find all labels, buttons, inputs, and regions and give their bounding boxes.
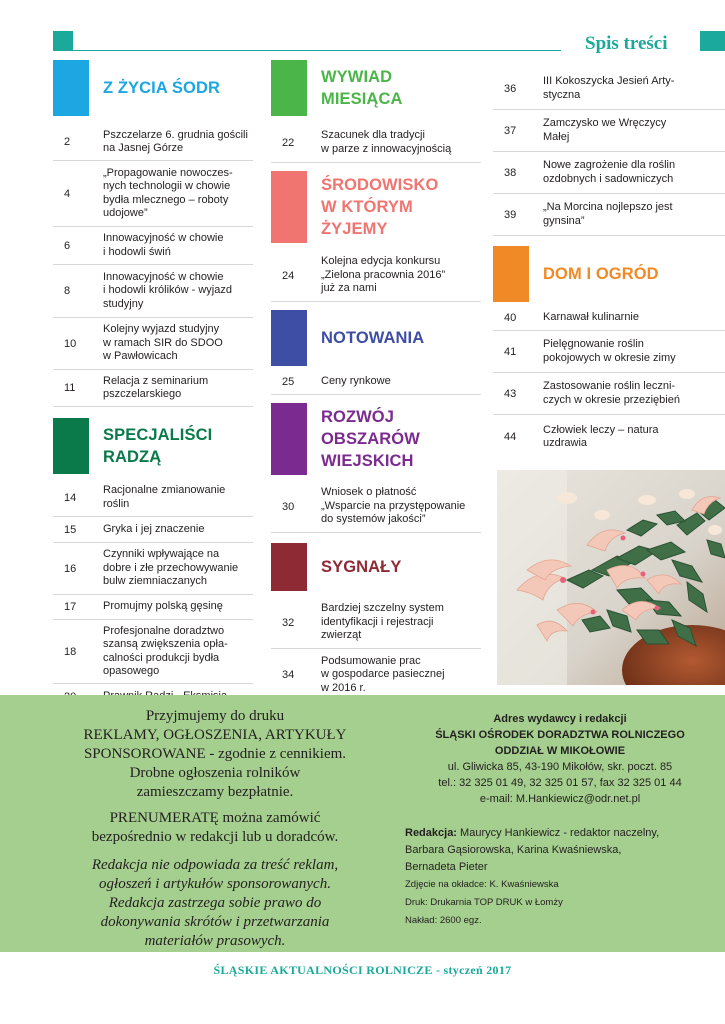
page-number: 10 <box>64 337 77 350</box>
toc-entry[interactable] <box>493 305 725 331</box>
page-number: 39 <box>504 208 517 221</box>
section-header <box>271 543 481 591</box>
page-number: 44 <box>504 431 517 443</box>
subscription-paragraph: PRENUMERATĘ można zamówić bezpośrednio w redakcji lub u doradców. <box>91 810 339 845</box>
section-title: ROZWÓJ OBSZARÓW WIEJSKICH <box>321 408 420 470</box>
page-number: 15 <box>64 523 77 536</box>
page-number: 6 <box>64 239 71 252</box>
toc-entry[interactable] <box>493 110 725 152</box>
entry-title: „Propagowanie nowoczes- nych technologii w chowie bydła mlecznego – roboty udojowe” <box>103 166 233 219</box>
page-number: 11 <box>64 382 76 394</box>
page-number: 16 <box>64 562 77 575</box>
entry-title: Zamczysko we Wręczycy Małej <box>543 117 667 143</box>
toc-entry[interactable] <box>53 620 253 684</box>
section-header <box>271 60 481 116</box>
page-number: 8 <box>64 285 71 297</box>
toc-entry[interactable] <box>493 194 725 236</box>
section-title: ŚRODOWISKO W KTÓRYM ŻYJEMY <box>321 176 439 238</box>
toc-entry[interactable] <box>271 123 481 163</box>
page-number: 34 <box>282 669 295 681</box>
page-number: 37 <box>504 124 517 137</box>
section-color-block <box>53 60 89 116</box>
toc-entry[interactable] <box>271 597 481 649</box>
section-header <box>271 310 481 366</box>
section-srodowisko <box>271 171 481 302</box>
entry-title: Innowacyjność w chowie i hodowli świń <box>103 232 224 258</box>
toc-entry[interactable] <box>53 161 253 227</box>
entry-title: Nowe zagrożenie dla roślin ozdobnych i sadowniczych <box>543 159 676 185</box>
section-color-block <box>271 543 307 591</box>
section-header <box>271 403 481 475</box>
page-number: 30 <box>282 500 295 513</box>
section-color-block <box>493 246 529 302</box>
entry-title: Karnawał kulinarnie <box>543 310 639 323</box>
section-z-zycia-sodr <box>53 60 253 407</box>
toc-column-2 <box>271 60 481 701</box>
entry-title: Wniosek o płatność „Wsparcie na przystępowanie do systemów jakości” <box>321 486 466 526</box>
page-number: 24 <box>282 269 295 282</box>
section-color-block <box>271 171 307 243</box>
header-rule <box>73 50 561 51</box>
page-footer: ŚLĄSKIE AKTUALNOŚCI ROLNICZE - styczeń 2017 <box>213 963 512 977</box>
page-number: 14 <box>64 491 77 504</box>
entry-title: Racjonalne zmianowanie roślin <box>103 484 226 510</box>
toc-entry[interactable] <box>493 415 725 459</box>
section-header <box>493 246 725 302</box>
entry-title: Podsumowanie prac w gospodarce pasiecznej w 2016 r. <box>321 654 445 694</box>
entry-list <box>53 124 253 407</box>
page-title: Spis treści <box>585 33 668 54</box>
cover-photo-christmas-cactus <box>497 470 725 685</box>
entry-title: Pielęgnowanie roślin pokojowych w okresie zimy <box>543 338 676 364</box>
entry-title: Promujmy polską gęsinę <box>103 600 223 613</box>
page-number: 2 <box>64 136 71 148</box>
entry-title: Pszczelarze 6. grudnia gościli na Jasnej Górze <box>103 128 248 154</box>
section-title: DOM I OGRÓD <box>543 265 659 283</box>
entry-title: Kolejny wyjazd studyjny w ramach SIR do SDOO w Pawłowicach <box>103 323 223 363</box>
section-color-block <box>53 418 89 474</box>
toc-entry[interactable] <box>271 481 481 533</box>
info-panel <box>0 695 725 952</box>
toc-entry[interactable] <box>271 369 481 395</box>
publisher-address: Adres wydawcy i redakcji ŚLĄSKI OŚRODEK DORADZTWA ROLNICZEGO ODDZIAŁ W MIKOŁOWIE ul. Gliwicka 85, 43-190 Mikołów, skr. poczt. 85 tel.: 32 325 01 49, 32 325 01 57, fax 32 325 01 44 e-mail: M.Hankiewicz@odr.net.pl <box>405 711 715 807</box>
header-accent-block <box>700 31 725 51</box>
email-link[interactable]: e-mail: M.Hankiewicz@odr.net.pl <box>479 793 641 805</box>
editorial-info: Redakcja: Maurycy Hankiewicz - redaktor naczelny, Barbara Gąsiorowska, Karina Kwaśniewska, Bernadeta Pieter Zdjęcie na okładce: K. Kwaśniewska Druk: Drukarnia TOP DRUK w Łomży Nakład: 2600 egz. <box>405 827 660 926</box>
page-number: 38 <box>504 166 517 179</box>
page-number: 17 <box>64 601 77 613</box>
toc-entry[interactable] <box>493 68 725 110</box>
disclaimer-paragraph: Redakcja nie odpowiada za treść reklam, ogłoszeń i artykułów sponsorowanych. Redakcja zastrzega sobie prawo do dokonywania skrótów i przetwarzania materiałów prasowych. <box>91 857 339 949</box>
toc-entry[interactable] <box>53 595 253 620</box>
section-header <box>53 418 253 474</box>
section-rozwoj-obszarow <box>271 403 481 533</box>
entry-title: Profesjonalne doradztwo szansą zwiększenia opła- calności produkcji bydła opasowego <box>103 624 228 677</box>
advertising-notice <box>20 707 410 951</box>
section-header <box>271 171 481 243</box>
page-number: 4 <box>64 187 71 200</box>
section-color-block <box>271 60 307 116</box>
page-number: 41 <box>504 345 517 358</box>
page-number: 22 <box>282 136 295 149</box>
section-wywiad-miesiaca <box>271 60 481 163</box>
toc-entry[interactable] <box>271 649 481 701</box>
page-number: 36 <box>504 82 517 95</box>
toc-entry[interactable] <box>493 373 725 415</box>
entry-title: Szacunek dla tradycji w parze z innowacyjnością <box>321 129 452 155</box>
entry-title: Zastosowanie roślin leczni- czych w okresie przeziębień <box>543 380 680 406</box>
entry-list <box>53 479 253 710</box>
page-number: 18 <box>64 645 77 658</box>
section-header <box>53 60 253 116</box>
ads-paragraph: Przyjmujemy do druku REKLAMY, OGŁOSZENIA, ARTYKUŁY SPONSOROWANE - zgodnie z cennikiem. Drobne ogłoszenia rolników zamieszczamy bezpłatnie. <box>83 708 347 800</box>
section-notowania <box>271 310 481 395</box>
toc-entry[interactable] <box>53 265 253 318</box>
page-number: 40 <box>504 311 517 324</box>
toc-entry[interactable] <box>493 331 725 373</box>
page-number: 32 <box>282 616 295 629</box>
entry-title: Człowiek leczy – natura uzdrawia <box>543 423 659 449</box>
section-color-block <box>271 310 307 366</box>
section-title: SPECJALIŚCI RADZĄ <box>103 426 213 466</box>
entry-title: III Kokoszycka Jesień Arty- styczna <box>543 75 675 101</box>
page-number: 25 <box>282 375 295 388</box>
toc-entry[interactable] <box>53 370 253 407</box>
toc-column-3 <box>493 68 725 459</box>
section-sygnaly <box>271 543 481 701</box>
page-number: 43 <box>504 387 517 400</box>
toc-entry[interactable] <box>53 318 253 370</box>
toc-entry[interactable] <box>53 517 253 543</box>
toc-entry[interactable] <box>271 250 481 302</box>
entry-title: Czynniki wpływające na dobre i złe przechowywanie bulw ziemniaczanych <box>103 548 239 588</box>
section-title: Z ŻYCIA ŚODR <box>103 79 221 97</box>
toc-entry[interactable] <box>493 152 725 194</box>
toc-entry[interactable] <box>53 543 253 595</box>
entry-title: Relacja z seminarium pszczelarskiego <box>103 374 209 400</box>
entry-title: „Na Morcina nojlepszo jest gynsina” <box>543 201 673 227</box>
entry-title: Ceny rynkowe <box>321 374 391 387</box>
section-title: SYGNAŁY <box>321 558 402 576</box>
entry-title: Bardziej szczelny system identyfikacji i rejestracji zwierząt <box>321 602 444 642</box>
entry-list <box>493 68 725 236</box>
header-accent-bar <box>53 31 73 51</box>
section-dom-i-ogrod <box>493 246 725 459</box>
publisher-info <box>405 711 715 930</box>
toc-entry[interactable] <box>53 227 253 265</box>
entry-title: Gryka i jej znaczenie <box>103 522 205 535</box>
entry-title: Kolejna edycja konkursu „Zielona pracownia 2016” już za nami <box>321 255 446 295</box>
section-title: NOTOWANIA <box>321 329 425 347</box>
section-specjalisci-radza <box>53 418 253 710</box>
toc-column-1 <box>53 60 253 710</box>
entry-title: Innowacyjność w chowie i hodowli królików - wyjazd studyjny <box>103 270 232 310</box>
toc-entry[interactable] <box>53 479 253 517</box>
toc-entry[interactable] <box>53 124 253 161</box>
section-title: WYWIAD MIESIĄCA <box>321 68 403 108</box>
section-color-block <box>271 403 307 475</box>
